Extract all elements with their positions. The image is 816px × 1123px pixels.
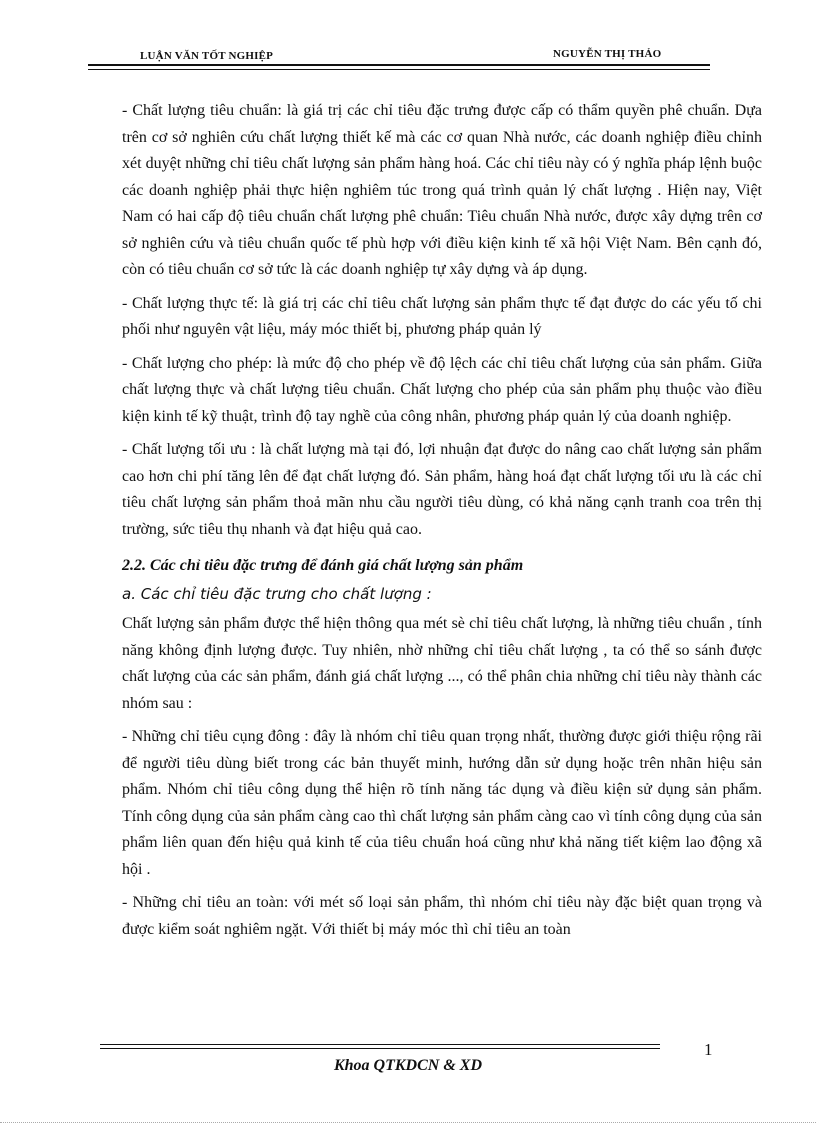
header-thesis-title: LUẬN VĂN TỐT NGHIỆP bbox=[140, 50, 274, 62]
page-body bbox=[122, 98, 762, 950]
paragraph: - Chất lượng cho phép: là mức độ cho phép về độ lệch các chỉ tiêu chất lượng của sản phẩm. Giữa chất lượng thực và chất lượng tiêu chuẩn. Chất lượng cho phép của sản phẩm phụ thuộc vào điều kiện kinh tế kỹ thuật, trình độ tay nghề của công nhân, phương pháp quản lý của doanh nghiệp. bbox=[122, 354, 762, 425]
header-rule-thin bbox=[88, 69, 710, 70]
subsection-heading: a. Các chỉ tiêu đặc trưng cho chất lượng : bbox=[122, 585, 432, 603]
paragraph: - Chất lượng tối ưu : là chất lượng mà tại đó, lợi nhuận đạt được do nâng cao chất lượng sản phẩm cao hơn chi phí tăng lên để đạt chất lượng đó. Sản phẩm, hàng hoá đạt chất lượng tối ưu là các chỉ tiêu chất lượng sản phẩm thoả mãn nhu cầu người tiêu dùng, có khả năng cạnh tranh coa trên thị trường, sức tiêu thụ nhanh và đạt hiệu quả cao. bbox=[122, 441, 762, 538]
page-number: 1 bbox=[704, 1040, 713, 1059]
paragraph: - Chất lượng thực tế: là giá trị các chỉ tiêu chất lượng sản phẩm thực tế đạt được do các yếu tố chi phối như nguyên vật liệu, máy móc thiết bị, phương pháp quản lý bbox=[122, 294, 762, 338]
footer-rule bbox=[100, 1044, 660, 1045]
paragraph: - Những chỉ tiêu cụng đông : đây là nhóm chỉ tiêu quan trọng nhất, thường được giới thiệu rộng rãi để người tiêu dùng biết trong các bản thuyết minh, hướng dẫn sử dụng hoặc trên nhãn hiệu sản phẩm. Nhóm chỉ tiêu công dụng thể hiện rõ tính năng tác dụng và điều kiện sử dụng sản phẩm. Tính công dụng của sản phẩm càng cao thì chất lượng sản phẩm càng cao vì tính công dụng của sản phẩm liên quan đến hiệu quả kinh tế của tiêu chuẩn hoá cũng như khả năng tiết kiệm lao động xã hội . bbox=[122, 728, 762, 878]
paragraph: - Chất lượng tiêu chuẩn: là giá trị các chỉ tiêu đặc trưng được cấp có thẩm quyền phê chuẩn. Dựa trên cơ sở nghiên cứu chất lượng thiết kế mà các cơ quan Nhà nước, các doanh nghiệp điều chỉnh xét duyệt những chỉ tiêu chất lượng sản phẩm hàng hoá. Các chỉ tiêu này có ý nghĩa pháp lệnh buộc các doanh nghiệp phải thực hiện nghiêm túc trong quá trình quản lý chất lượng . Hiện nay, Việt Nam có hai cấp độ tiêu chuẩn chất lượng phê chuẩn: Tiêu chuẩn Nhà nước, được xây dựng trên cơ sở nghiên cứu và tiêu chuẩn quốc tế phù hợp với điều kiện kinh tế xã hội Việt Nam. Bên cạnh đó, còn có tiêu chuẩn cơ sở tức là các doanh nghiệp tự xây dựng và áp dụng. bbox=[122, 102, 762, 278]
paragraph: - Những chỉ tiêu an toàn: với mét số loại sản phẩm, thì nhóm chỉ tiêu này đặc biệt quan trọng và được kiểm soát nghiêm ngặt. Với thiết bị máy móc thì chỉ tiêu an toàn bbox=[122, 894, 762, 938]
paragraph: Chất lượng sản phẩm được thể hiện thông qua mét sè chỉ tiêu chất lượng, là những tiêu chuẩn , tính năng không định lượng được. Tuy nhiên, nhờ những chỉ tiêu chất lượng , ta có thể so sánh được chất lượng của các sản phẩm, đánh giá chất lượng ..., có thể phân chia những chỉ tiêu này thành các nhóm sau : bbox=[122, 615, 762, 712]
footer-rule-2 bbox=[100, 1048, 660, 1049]
footer-department: Khoa QTKDCN & XD bbox=[333, 1057, 483, 1074]
header-author: NGUYỄN THỊ THẢO bbox=[553, 48, 662, 60]
header-rule bbox=[88, 64, 710, 66]
section-heading: 2.2. Các chỉ tiêu đặc trưng để đánh giá chất lượng sản phẩm bbox=[122, 557, 524, 574]
